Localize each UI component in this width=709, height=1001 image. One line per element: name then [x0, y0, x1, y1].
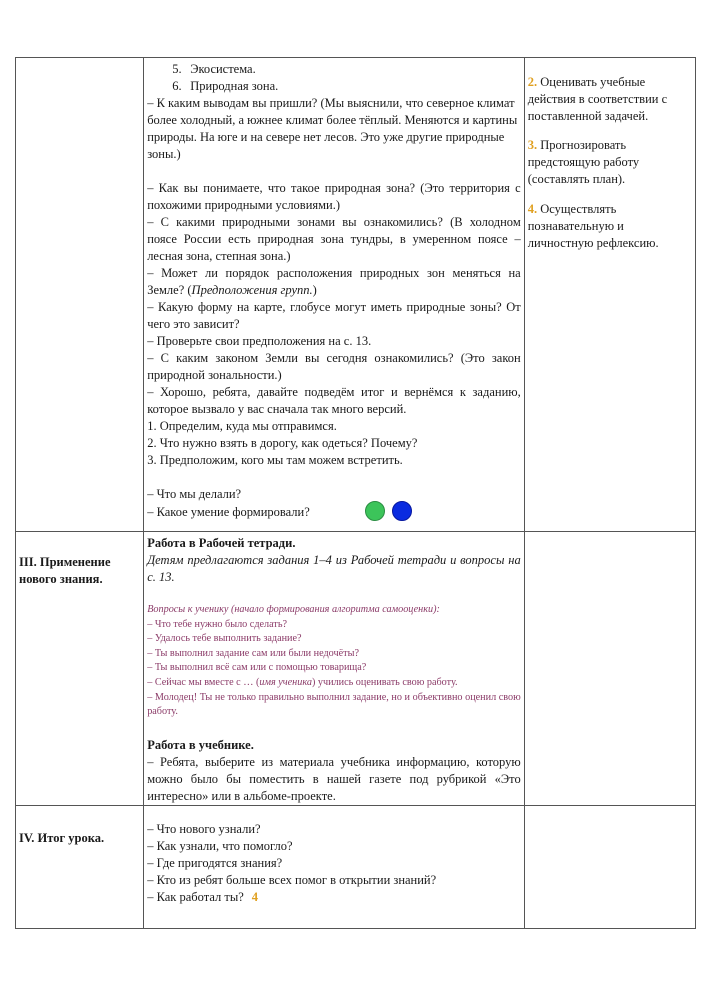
goals-cell [524, 58, 695, 532]
stage-title: IV. Итог урока. [19, 830, 105, 845]
question-item: – Как узнали, что помогло? [147, 838, 293, 853]
self-assessment-dots [365, 501, 412, 521]
question-item: – Сейчас мы вместе с … (имя ученика) учились оценивать свою работу. [147, 676, 458, 688]
list-item: 6. Природная зона. [172, 79, 279, 93]
stage-title: III. Применение нового знания. [19, 555, 111, 586]
table-row [16, 805, 696, 928]
paragraph: – Как вы понимаете, что такое природная зона? (Это территория с похожими природными условиями.) [147, 181, 521, 212]
question-item: – Что тебе нужно было сделать? [147, 618, 287, 630]
goal-item: 3. Прогнозировать предстоящую работу (составлять план). [527, 138, 640, 186]
lesson-plan-table [15, 57, 696, 929]
paragraph: – Хорошо, ребята, давайте подведём итог и вернёмся к заданию, которое вызвало у вас сначала так много версий. [147, 385, 521, 416]
section-heading: Работа в учебнике. [147, 737, 254, 752]
goal-marker: 4 [251, 889, 259, 904]
paragraph: – К каким выводам вы пришли? (Мы выяснили, что северное климат более холодный, а южнее климат более тёплый. Меняются и картины природы. На юге и на севере нет лесов. Это уже другие природные зоны.) [147, 96, 518, 161]
paragraph: – Может ли порядок расположения природных зон меняться на Земле? (Предположения групп.) [147, 266, 521, 297]
stage-cell-empty [16, 58, 144, 532]
question-item: – Молодец! Ты не только правильно выполнил задание, но и объективно оценил свою работу. [147, 691, 521, 718]
paragraph: 1. Определим, куда мы отправимся. [147, 419, 337, 433]
question-item: – Где пригодятся знания? [147, 855, 283, 870]
paragraph: – Какую форму на карте, глобусе могут иметь природные зоны? От чего это зависит? [147, 300, 521, 331]
goal-item: 2. Оценивать учебные действия в соответствии с поставленной задачей. [527, 74, 668, 123]
paragraph: – С каким законом Земли вы сегодня ознакомились? (Это закон природной зональности.) [147, 351, 521, 382]
question-item: – Ты выполнил задание сам или были недочёты? [147, 647, 359, 659]
question-item: – Как работал ты? 4 [147, 889, 259, 904]
content-cell [144, 532, 525, 806]
task-text: Детям предлагаются задания 1–4 из Рабочей тетради и вопросы на с. 13. [147, 553, 521, 584]
table-row [16, 58, 696, 532]
goals-cell-empty [524, 532, 695, 806]
paragraph: – Проверьте свои предположения на с. 13. [147, 334, 372, 348]
paragraph: – Какое умение формировали? [147, 503, 521, 523]
stage-cell [16, 805, 144, 928]
green-circle-icon [365, 501, 385, 521]
question-item: – Что нового узнали? [147, 821, 261, 836]
content-cell [144, 805, 525, 928]
task-text: – Ребята, выберите из материала учебника информацию, которую можно было бы поместить в нашей газете под рубрикой «Это интересно» или в альбоме-проекте. [147, 754, 521, 803]
paragraph: 2. Что нужно взять в дорогу, как одеться? Почему? [147, 436, 418, 450]
question-item: – Удалось тебе выполнить задание? [147, 633, 302, 645]
goals-cell-empty [524, 805, 695, 928]
content-cell [144, 58, 525, 532]
paragraph: – С какими природными зонами вы ознакомились? (В холодном поясе России есть природная зона тундры, в умеренном поясе – лесная зона, степная зона.) [147, 215, 521, 263]
stage-cell [16, 532, 144, 806]
section-heading: Работа в Рабочей тетради. [147, 536, 296, 550]
paragraph: 3. Предположим, кого мы там можем встретить. [147, 453, 403, 467]
question-item: – Кто из ребят больше всех помог в открытии знаний? [147, 872, 437, 887]
list-item: 5. Экосистема. [172, 62, 256, 76]
goal-item: 4. Осуществлять познавательную и личностную рефлексию. [527, 201, 659, 250]
questions-header: Вопросы к ученику (начало формирования алгоритма самооценки): [147, 604, 440, 615]
paragraph: – Что мы делали? [147, 487, 242, 501]
blue-circle-icon [392, 501, 412, 521]
question-item: – Ты выполнил всё сам или с помощью товарища? [147, 662, 367, 674]
table-row [16, 532, 696, 806]
